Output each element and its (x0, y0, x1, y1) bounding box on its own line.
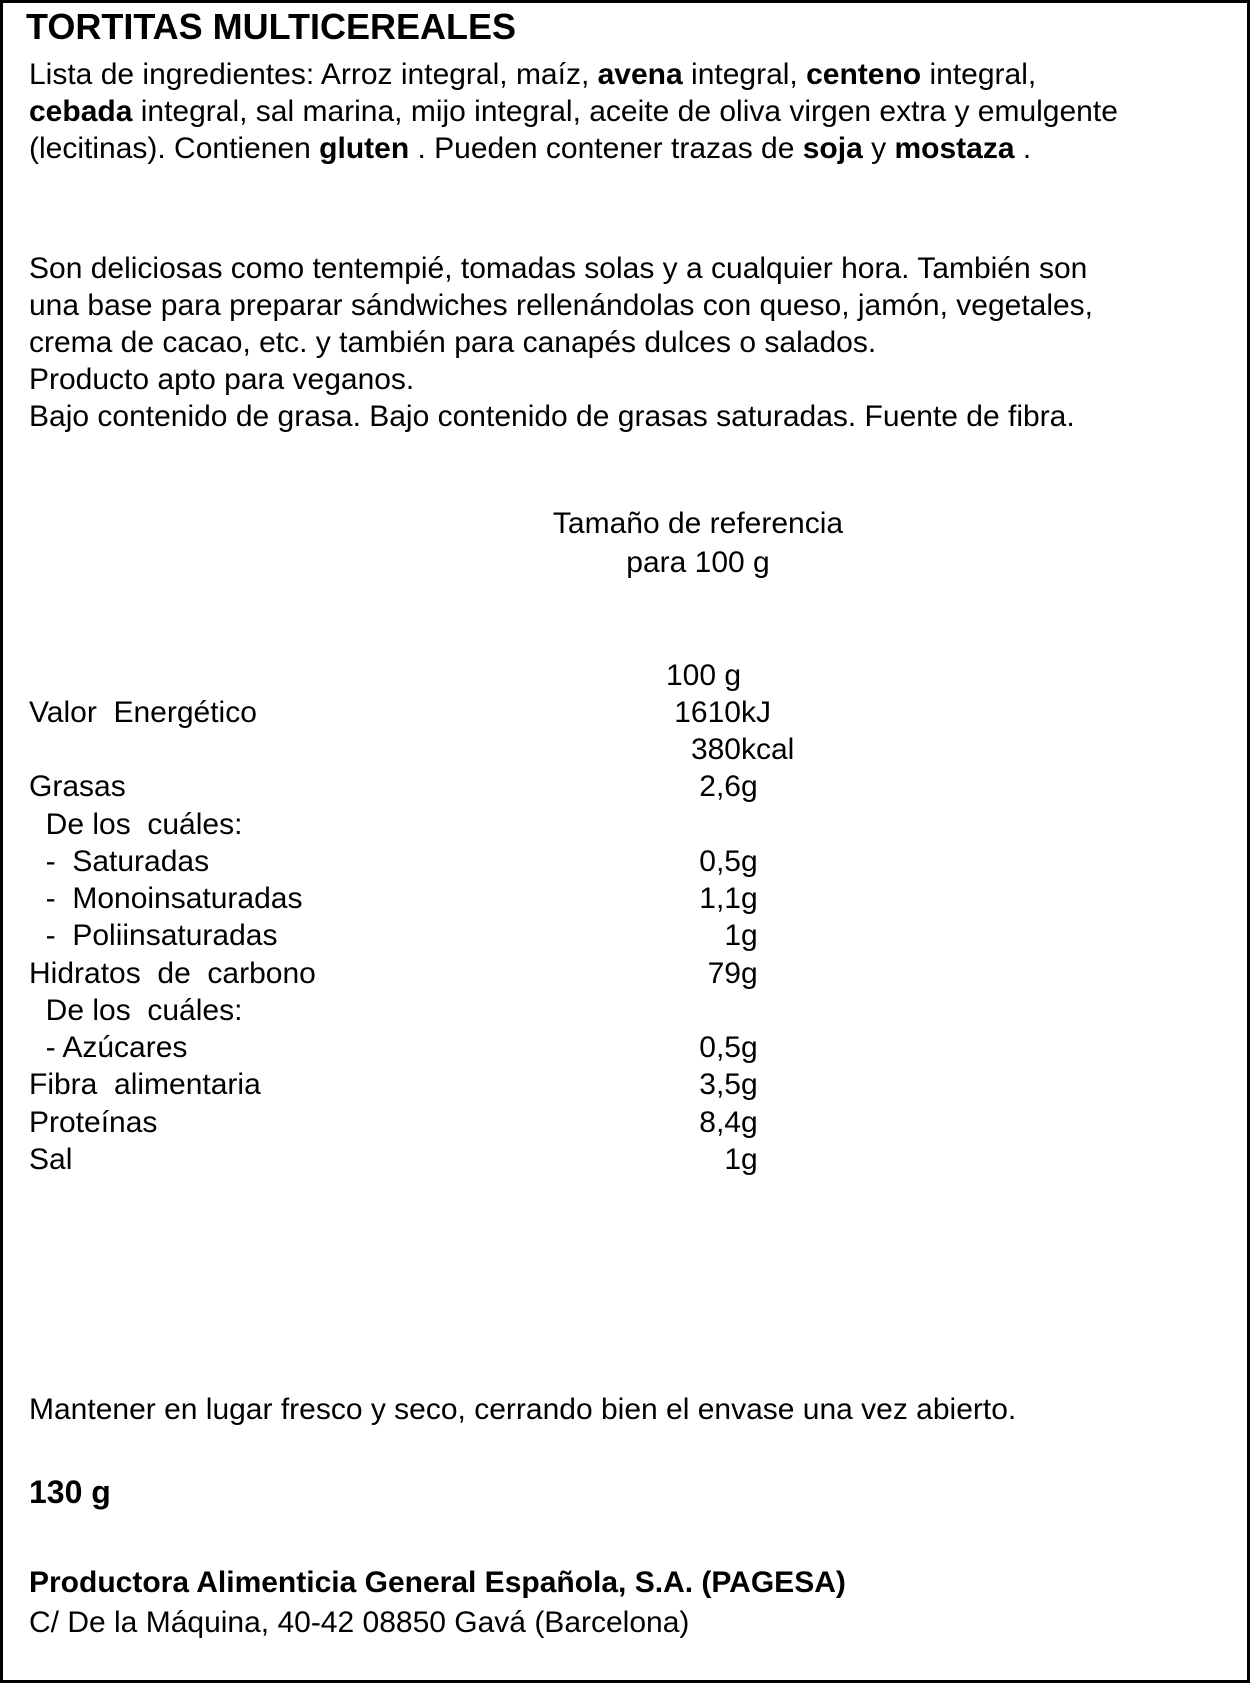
nutrition-row (29, 1029, 789, 1066)
ingredients-line (29, 93, 1229, 130)
allergen-highlight: mostaza (894, 132, 1015, 165)
description-line: crema de cacao, etc. y también para canapés dulces o salados. (29, 326, 877, 359)
nutrient-name: Hidratos de carbono (29, 957, 316, 990)
storage-instructions: Mantener en lugar fresco y seco, cerrando bien el envase una vez abierto. (29, 1393, 1017, 1426)
nutrition-row (29, 731, 795, 768)
ingredients-text: Lista de ingredientes: Arroz integral, maíz, (29, 58, 598, 91)
nutrient-unit: g (741, 770, 758, 803)
nutrition-row (29, 1141, 789, 1178)
allergen-highlight: avena (597, 58, 683, 91)
nutrient-value: 380 (690, 733, 741, 766)
description-line: una base para preparar sándwiches rellenándolas con queso, jamón, vegetales, (29, 289, 1094, 322)
nutrient-name: Proteínas (29, 1106, 158, 1139)
nutrient-value: 0,5 (699, 1031, 741, 1064)
reference-size-line2: para 100 g (626, 546, 770, 579)
nutrition-row (29, 806, 789, 843)
vegan-claim: Producto apto para veganos. (29, 363, 415, 396)
nutrition-row (29, 992, 789, 1029)
company-address: C/ De la Máquina, 40-42 08850 Gavá (Barcelona) (29, 1606, 690, 1639)
nutrient-value: 2,6 (699, 770, 741, 803)
company-name: Productora Alimenticia General Española, S.A. (PAGESA) (29, 1566, 846, 1599)
nutrient-value: 8,4 (699, 1106, 741, 1139)
product-description (29, 250, 1093, 435)
ingredients-text: . Pueden contener trazas de (409, 132, 803, 165)
ingredients-line (29, 130, 1229, 167)
nutrient-unit: kJ (741, 696, 771, 729)
allergen-highlight: gluten (319, 132, 410, 165)
nutrient-unit: g (741, 882, 758, 915)
nutrient-name: - Monoinsaturadas (29, 882, 303, 915)
allergen-highlight: soja (802, 132, 863, 165)
nutrition-row (29, 880, 789, 917)
nutrient-unit: kcal (741, 733, 795, 766)
nutrient-value: 3,5 (699, 1068, 741, 1101)
nutrient-unit: g (741, 1031, 758, 1064)
nutrient-name: Fibra alimentaria (29, 1068, 261, 1101)
nutrient-unit: g (741, 957, 758, 990)
ingredients-text: integral, (921, 58, 1037, 91)
product-title: TORTITAS MULTICEREALES (26, 6, 516, 47)
nutrient-name: De los cuáles: (29, 994, 243, 1027)
ingredients-text: integral, (682, 58, 807, 91)
nutrition-row (29, 843, 789, 880)
allergen-highlight: centeno (806, 58, 922, 91)
nutrition-row (29, 955, 789, 992)
net-weight: 130 g (29, 1474, 111, 1510)
ingredients-list (29, 56, 1229, 167)
nutrient-unit: g (741, 1143, 758, 1176)
nutrition-row (29, 768, 789, 805)
nutrient-name: - Azúcares (29, 1031, 188, 1064)
allergen-highlight: cebada (29, 95, 133, 128)
nutrient-value: 1,1 (699, 882, 741, 915)
nutrition-row (29, 1066, 789, 1103)
nutrition-row (29, 1104, 789, 1141)
nutrition-row (29, 694, 789, 731)
ingredients-text: (lecitinas). Contienen (29, 132, 320, 165)
nutrition-claims: Bajo contenido de grasa. Bajo contenido de grasas saturadas. Fuente de fibra. (29, 400, 1075, 433)
ingredients-line (29, 56, 1229, 93)
nutrient-value: 0,5 (699, 845, 741, 878)
nutrient-name: - Saturadas (29, 845, 210, 878)
nutrient-name: - Poliinsaturadas (29, 919, 278, 952)
nutrition-column-header: 100 g (666, 659, 742, 692)
nutrient-unit: g (741, 845, 758, 878)
ingredients-text: integral, sal marina, mijo integral, aceite de oliva virgen extra y emulgente (132, 95, 1118, 128)
nutrient-value: 79 (707, 957, 741, 990)
nutrition-row (29, 917, 789, 954)
nutrient-name: Valor Energético (29, 696, 257, 729)
ingredients-text: y (862, 132, 895, 165)
nutrient-value: 1 (724, 919, 741, 952)
nutrient-value: 1 (724, 1143, 741, 1176)
nutrient-unit: g (741, 1068, 758, 1101)
nutrient-name: Sal (29, 1143, 73, 1176)
reference-size-line1: Tamaño de referencia (552, 507, 844, 540)
description-line: Son deliciosas como tentempié, tomadas solas y a cualquier hora. También son (29, 252, 1088, 285)
ingredients-text: . (1014, 132, 1032, 165)
nutrient-unit: g (741, 919, 758, 952)
nutrient-name: De los cuáles: (29, 808, 243, 841)
nutrient-unit: g (741, 1106, 758, 1139)
nutrient-name: Grasas (29, 770, 126, 803)
nutrient-value: 1610 (674, 696, 741, 729)
